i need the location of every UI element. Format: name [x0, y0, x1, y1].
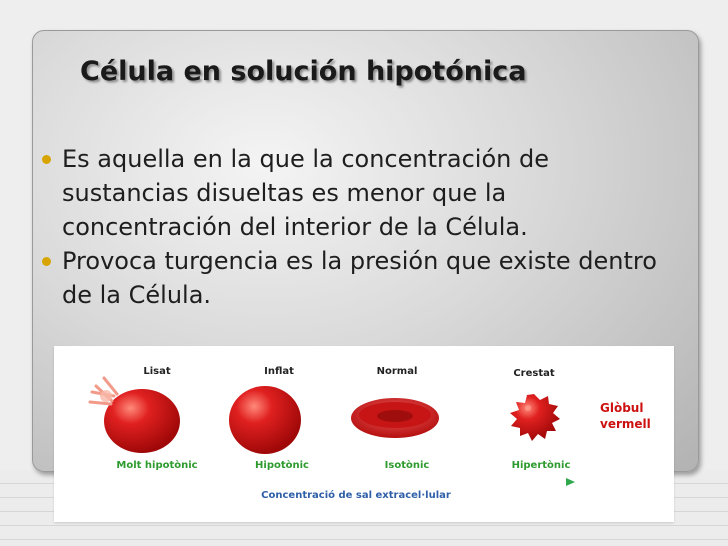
state-name-inflat: Inflat — [264, 366, 294, 377]
slide-title: Célula en solución hipotónica — [80, 56, 527, 87]
bullet-list — [42, 142, 682, 312]
state-name-crestat: Crestat — [513, 368, 555, 379]
red-blood-cell-figure — [54, 346, 674, 522]
bullet-item — [42, 142, 682, 244]
condition-hipertonic: Hipertònic — [511, 460, 571, 471]
axis-label: Concentració de sal extracel·lular — [261, 490, 451, 501]
state-name-lisat: Lisat — [143, 366, 171, 377]
swollen-cell-icon — [229, 386, 301, 454]
figure-drawing — [54, 346, 674, 522]
state-name-normal: Normal — [376, 366, 418, 377]
bullet-dot-icon — [42, 257, 51, 266]
bullet-text: Es aquella en la que la concentración de sustancias disueltas es menor que la concentración del interior de la Célula. — [62, 145, 549, 241]
bullet-item — [42, 244, 682, 312]
condition-isotonic: Isotònic — [384, 460, 430, 471]
bullet-text: Provoca turgencia es la presión que existe dentro de la Célula. — [62, 247, 657, 309]
normal-cell-icon — [351, 398, 439, 438]
cell-label-line1: Glòbul — [600, 401, 644, 415]
condition-hipotonic: Hipotònic — [255, 460, 309, 471]
bullet-dot-icon — [42, 155, 51, 164]
condition-molt-hipotonic: Molt hipotònic — [116, 460, 198, 471]
crenated-cell-icon — [510, 394, 560, 441]
cell-label-line2: vermell — [600, 417, 651, 431]
lysed-cell-icon — [90, 378, 180, 453]
concentration-arrow-icon — [96, 478, 575, 486]
